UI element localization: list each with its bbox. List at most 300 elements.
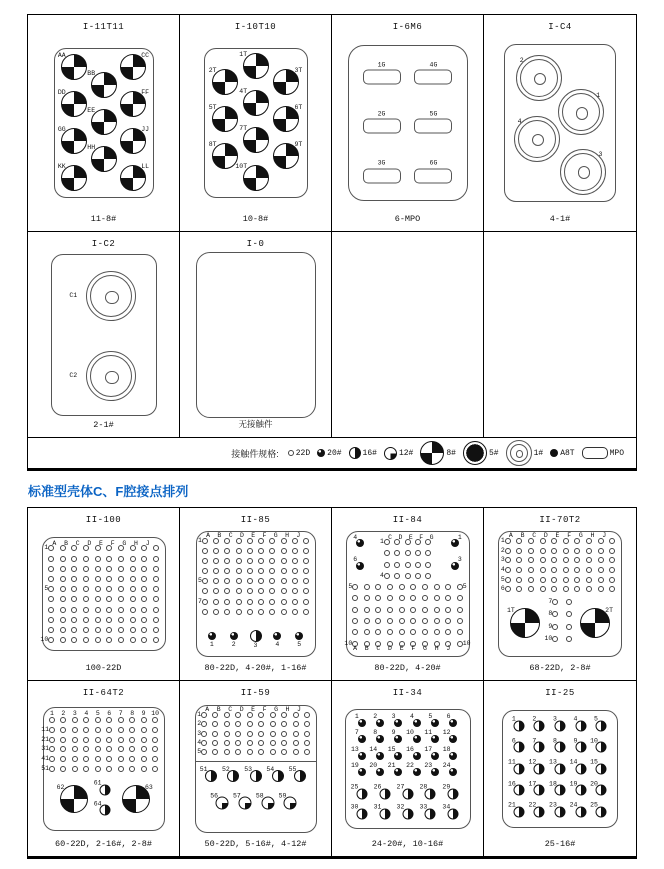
contact-pin-22d (130, 586, 136, 592)
pin-label: 15 (387, 745, 396, 753)
contact-pin-22d (303, 609, 309, 615)
contact-pin-22d (528, 532, 537, 544)
contact-pin-22d (598, 557, 604, 563)
row-label: 5 (462, 582, 467, 590)
contact-pin-22d (236, 568, 242, 574)
contact-pin-22d (224, 705, 233, 718)
contact-pin-22d (348, 582, 358, 590)
pin-label: 17 (528, 780, 537, 788)
contact-pin-16 (199, 765, 217, 782)
pin-label: 3 (72, 709, 77, 717)
cell-title: I-C4 (548, 22, 572, 32)
contact-pin-20 (373, 729, 384, 743)
connector-face (345, 709, 471, 829)
contact-pin-22d (198, 532, 211, 544)
contact-pin-22d (563, 557, 569, 563)
pin-label: 2 (519, 57, 524, 65)
contact-pin-22d (106, 607, 112, 613)
contact-pin-22d (129, 709, 135, 723)
contact-pin-22d (609, 567, 615, 573)
contact-pin-22d (153, 637, 159, 643)
pin-label: G (122, 539, 127, 547)
contact-pin-20 (424, 729, 439, 743)
contact-pin-22d (118, 766, 124, 772)
pin-label: 24 (442, 762, 451, 770)
contact-pin-22d (247, 740, 253, 746)
contact-pin-22d (269, 588, 275, 594)
legend-item (582, 447, 624, 459)
pin-label: 24 (569, 801, 578, 809)
contact-pin-22d (141, 607, 147, 613)
contact-pin-16 (350, 803, 367, 819)
contact-pin-22d (224, 740, 230, 746)
cell-caption: 25-16# (544, 838, 576, 849)
contact-pin-22d (130, 566, 136, 572)
col-label: E (399, 645, 404, 653)
contact-pin-16 (590, 737, 607, 753)
contact-pin-8 (120, 126, 150, 154)
contact-pin-22d (399, 641, 405, 653)
pin-label: 22 (528, 801, 537, 809)
contact-pin-22d (95, 539, 103, 551)
contact-pin-22d (106, 746, 112, 752)
contact-pin-22d (60, 586, 66, 592)
contact-pin-22d (548, 622, 558, 630)
pin-label: 56 (210, 792, 219, 800)
pin-label: EE (87, 107, 96, 115)
pin-label: 13 (549, 758, 557, 766)
contact-pin-22d (293, 749, 299, 755)
legend-item-label: 16# (362, 448, 377, 458)
contact-pin-12 (278, 792, 297, 809)
contact-pin-22d (72, 766, 78, 772)
contact-pin-22d (152, 746, 158, 752)
contact-pin-22d (213, 599, 219, 605)
contact-pin-22d (197, 719, 207, 727)
contact-pin-16 (590, 758, 607, 774)
contact-pin-8 (580, 606, 613, 638)
contact-pin-22d (422, 641, 428, 653)
contact-pin-22d (434, 629, 440, 635)
row-label: 6 (500, 585, 505, 593)
contact-pin-22d (258, 705, 267, 718)
pin-label: E (251, 532, 256, 540)
contact-pin-22d (83, 766, 89, 772)
contact-pin-22d (212, 721, 218, 727)
pin-label: 5 (297, 640, 302, 648)
pin-label: 19 (569, 780, 578, 788)
contact-pin-22d (213, 532, 222, 544)
contact-pin-22d (293, 731, 299, 737)
pin-label: J (297, 705, 301, 713)
contact-pin-22d (118, 709, 124, 723)
pin-label: C (228, 705, 233, 713)
pin-label: J (145, 539, 150, 547)
legend-title: 接触件规格: (231, 448, 279, 459)
contact-pin-22d (40, 635, 54, 643)
connector-cell (180, 681, 332, 856)
contact-pin-22d (247, 548, 253, 554)
contact-pin-16 (288, 765, 306, 782)
contact-pin-22d (598, 532, 607, 544)
connector-cell (484, 232, 636, 438)
contact-pin-16 (508, 780, 524, 796)
contact-pin-22d (71, 576, 77, 582)
contact-pin-22d (352, 607, 358, 613)
contact-pin-22d (141, 576, 147, 582)
cell-diagram (180, 33, 331, 214)
row-label: 5 (198, 577, 202, 585)
contact-pin-22d (375, 629, 381, 635)
contact-pin-22d (49, 709, 55, 723)
contact-pin-22d (95, 709, 101, 723)
contact-pin-20 (369, 762, 384, 776)
connector-cell (484, 15, 636, 232)
contact-pin-8 (235, 163, 269, 191)
contact-pin-22d (281, 548, 287, 554)
contact-pin-22d (415, 533, 424, 545)
contact-pin-22d (247, 558, 253, 564)
contact-pin-22d (48, 627, 54, 633)
contact-pin-22d (83, 556, 89, 562)
pin-label: 4 (409, 712, 414, 720)
contact-pin-22d (71, 617, 77, 623)
contact-pin-22d (247, 568, 253, 574)
contact-pin-22d (281, 558, 287, 564)
contact-pin-22d (83, 576, 89, 582)
cell-diagram (180, 250, 331, 420)
legend-item-label: 20# (327, 448, 342, 458)
slot-label: 1G (377, 61, 386, 69)
row-label: 5 (348, 582, 353, 590)
contact-pin-22d (247, 749, 253, 755)
contact-pin-8 (57, 52, 87, 80)
legend-symbol-16 (349, 447, 361, 459)
pin-label: 7T (239, 124, 248, 132)
contact-pin-16 (552, 737, 566, 753)
contact-pin-22d (540, 567, 546, 573)
pin-label: 23 (424, 762, 433, 770)
contact-pin-22d (281, 609, 287, 615)
pin-label: 5 (593, 715, 598, 723)
contact-pin-22d (141, 709, 147, 723)
contact-pin-22d (224, 532, 233, 544)
contact-pin-22d (292, 609, 298, 615)
contact-pin-22d (224, 578, 230, 584)
contact-pin-22d (202, 548, 208, 554)
contact-pin-22d (422, 584, 428, 590)
contact-pin-22d (197, 738, 207, 746)
contact-pin-20 (442, 729, 457, 743)
contact-pin-8 (87, 70, 117, 98)
contact-pin-22d (151, 709, 159, 723)
contact-pin-22d (153, 556, 159, 562)
pin-label: 8 (373, 729, 378, 737)
contact-pin-22d (235, 705, 244, 718)
pin-label: 9 (141, 709, 146, 717)
pin-label: J (602, 532, 607, 540)
pin-label: C (532, 532, 537, 540)
contact-pin-22d (303, 599, 309, 605)
pin-label: AA (57, 52, 66, 60)
contact-pin-22d (405, 533, 413, 545)
contact-pin-22d (574, 532, 583, 544)
contact-pin-8 (208, 104, 238, 132)
contact-pin-22d (247, 721, 253, 727)
contact-pin-22d (270, 731, 276, 737)
contact-pin-22d (224, 558, 230, 564)
contact-pin-22d (141, 556, 147, 562)
contact-pin-22d (269, 558, 275, 564)
contact-pin-22d (71, 596, 77, 602)
contact-pin-22d (387, 618, 393, 624)
contact-pin-22d (72, 737, 78, 743)
pin-label: C (228, 532, 233, 540)
contact-pin-22d (344, 639, 358, 653)
contact-pin-22d (364, 641, 370, 653)
pin-label: E (555, 532, 560, 540)
contact-pin-22d (141, 737, 147, 743)
contact-pin-22d (71, 566, 77, 572)
pin-label: D (239, 705, 244, 713)
pin-label: 53 (244, 765, 252, 773)
contact-pin-22d (303, 548, 309, 554)
connector-face (51, 254, 157, 416)
legend-item-label: 22D (295, 448, 311, 458)
contact-pin-22d (270, 749, 276, 755)
contact-pin-16 (350, 783, 367, 799)
cell-title: II-84 (392, 515, 423, 525)
contact-pin-22d (106, 586, 112, 592)
contact-pin-22d (410, 584, 416, 590)
center-hole (105, 371, 119, 385)
contact-pin-20 (406, 729, 421, 743)
contact-pin-22d (118, 576, 124, 582)
contact-pin-20 (409, 712, 421, 727)
pin-label: 7 (532, 737, 537, 745)
pin-label: B (520, 532, 525, 540)
contact-pin-20 (354, 712, 366, 727)
contact-pin-22d (212, 705, 221, 718)
cell-title: II-25 (545, 688, 575, 698)
contact-pin-16 (569, 758, 586, 774)
pin-label: H (285, 705, 290, 713)
contact-pin-22d (198, 597, 208, 605)
pin-label: A (206, 532, 211, 540)
contact-pin-22d (247, 599, 253, 605)
pin-label: 64 (93, 800, 102, 808)
contact-pin-22d (83, 637, 89, 643)
contact-pin-22d (304, 749, 310, 755)
contact-pin-22d (41, 725, 55, 733)
contact-pin-22d (152, 766, 158, 772)
contact-pin-22d (95, 617, 101, 623)
pin-label: B (64, 539, 68, 547)
contact-pin-22d (130, 637, 136, 643)
contact-pin-22d (598, 577, 604, 583)
connector-face (346, 531, 470, 657)
contact-pin-22d (153, 545, 159, 551)
pin-label: 25 (350, 783, 359, 791)
cell-caption: 2-1# (93, 419, 114, 430)
pin-label: D (398, 533, 403, 541)
pin-label: 26 (373, 783, 382, 791)
contact-pin-22d (394, 562, 400, 568)
pin-label: G (429, 533, 434, 541)
pin-label: 4 (84, 709, 89, 717)
contact-pin-22d (198, 577, 208, 585)
contact-pin-8 (87, 144, 117, 172)
contact-pin-22d (364, 595, 370, 601)
pin-label: 16 (508, 780, 516, 788)
contact-pin-22d (304, 740, 310, 746)
contact-pin-22d (106, 637, 112, 643)
cell-diagram (180, 699, 331, 839)
pin-label: 2T (208, 67, 217, 75)
contact-pin-22d (281, 588, 287, 594)
contact-pin-22d (141, 637, 147, 643)
contact-pin-12 (255, 792, 274, 809)
contact-pin-16 (508, 758, 524, 774)
contact-pin-22d (375, 607, 381, 613)
contact-pin-22d (83, 607, 89, 613)
pin-label: 6 (353, 555, 358, 563)
contact-pin-22d (130, 576, 136, 582)
row-label: 21 (41, 735, 50, 743)
cell-diagram (484, 526, 636, 663)
contact-pin-22d (60, 727, 66, 733)
contact-pin-22d (399, 607, 405, 613)
pin-label: 9T (294, 141, 303, 149)
legend-item-label: 5# (488, 448, 499, 458)
pin-label: 9 (573, 737, 578, 745)
contact-pin-16 (396, 803, 413, 819)
pin-label: 54 (266, 765, 275, 773)
contact-pin-22d (95, 627, 101, 633)
contact-pin-22d (422, 595, 428, 601)
contact-pin-22d (387, 595, 393, 601)
pin-label: 15 (590, 758, 598, 766)
pin-label: B (217, 532, 222, 540)
contact-pin-16 (511, 715, 524, 731)
pin-label: 52 (221, 765, 230, 773)
pin-label: 12 (528, 758, 537, 766)
connector-cell (332, 232, 484, 438)
contact-pin-22d (130, 627, 136, 633)
pin-label: 8 (552, 737, 557, 745)
cell-title: II-70T2 (539, 515, 581, 525)
contact-pin-22d (213, 578, 219, 584)
connector-face (42, 537, 166, 651)
contact-pin-22d (540, 577, 546, 583)
cell-diagram (28, 699, 179, 839)
contact-pin-22d (551, 567, 557, 573)
contact-pin-22d (118, 586, 124, 592)
contact-pin-16 (590, 780, 607, 796)
pin-label: A (508, 532, 513, 540)
pin-label: 3 (598, 150, 603, 158)
connector-face (54, 48, 154, 198)
contact-pin-22d (152, 756, 158, 762)
row-label: 2 (197, 719, 202, 727)
cell-caption: 24-20#, 10-16# (371, 838, 444, 849)
contact-pin-22d (71, 586, 77, 592)
contact-pin-22d (141, 746, 147, 752)
contact-pin-22d (410, 607, 416, 613)
pin-label: 5T (208, 104, 217, 112)
pin-label: 14 (569, 758, 578, 766)
contact-pin-22d (236, 532, 244, 544)
contact-pin-22d (60, 566, 66, 572)
connector-face (43, 707, 165, 831)
contact-pin-22d (83, 586, 89, 592)
contact-pin-22d (130, 596, 136, 602)
contact-pin-8 (273, 67, 303, 95)
pin-label: FF (141, 89, 150, 97)
contact-pin-22d (586, 557, 592, 563)
contact-pin-22d (224, 749, 230, 755)
contact-pin-22d (48, 556, 54, 562)
contact-pin-22d (364, 584, 370, 590)
pin-label: F (419, 533, 424, 541)
contact-pin-16 (373, 803, 390, 819)
contact-pin-22d (224, 588, 230, 594)
pin-label: 6T (294, 104, 303, 112)
contact-pin-20 (387, 745, 402, 760)
contact-pin-22d (434, 641, 440, 653)
contact-pin-20 (295, 632, 303, 648)
pin-label: 4T (239, 87, 248, 95)
contact-pin-22d (566, 636, 572, 642)
contact-pin-22d (202, 588, 208, 594)
pin-label: E (408, 533, 413, 541)
pin-label: J (296, 532, 301, 540)
contact-pin-22d (445, 595, 451, 601)
contact-pin-22d (129, 746, 135, 752)
contact-pin-22d (258, 548, 264, 554)
contact-pin-8 (239, 87, 269, 116)
contact-pin-22d (281, 731, 287, 737)
contact-pin-8 (120, 52, 150, 80)
legend-item-label: 12# (398, 448, 414, 458)
contact-pin-22d (153, 596, 159, 602)
contact-pin-22d (153, 627, 159, 633)
contact-pin-22d (106, 766, 112, 772)
contact-pin-22d (83, 746, 89, 752)
pin-label: 17 (424, 745, 433, 753)
pin-label: 12 (442, 729, 451, 737)
contact-pin-22d (118, 637, 124, 643)
contact-pin-8 (239, 124, 269, 153)
contact-pin-22d (118, 727, 124, 733)
pin-label: CC (141, 52, 150, 60)
connector-table-insert-arrangements (27, 14, 637, 471)
row-label: 10 (344, 639, 353, 647)
contact-pin-16 (396, 783, 413, 799)
pin-label: 31 (373, 803, 382, 811)
contact-pin-22d (445, 618, 451, 624)
contact-pin-22d (224, 731, 230, 737)
contact-pin-22d (212, 749, 218, 755)
contact-pin-16 (573, 715, 586, 731)
contact-pin-22d (292, 578, 298, 584)
contact-pin-22d (540, 532, 548, 544)
contact-pin-22d (269, 599, 275, 605)
contact-pin-22d (399, 584, 405, 590)
cell-title: I-C2 (91, 239, 116, 249)
contact-pin-22d (60, 709, 66, 723)
contact-pin-22d (281, 749, 287, 755)
